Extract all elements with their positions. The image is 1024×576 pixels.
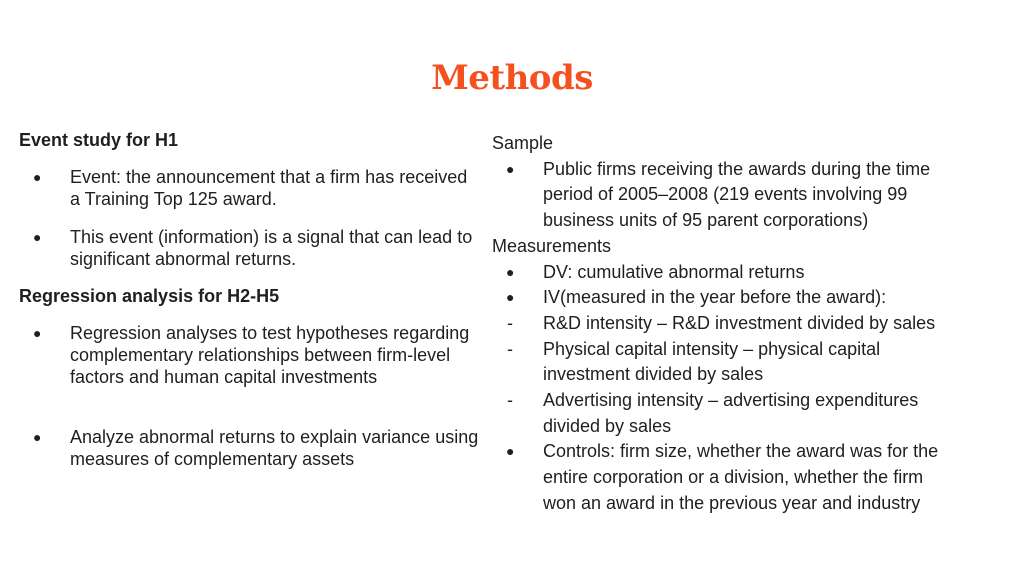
bullet-icon: ● [506, 160, 515, 177]
list-item: ● Analyze abnormal returns to explain variance using measures of complementary assets [33, 427, 479, 469]
page-title: Methods [431, 58, 593, 98]
measurements-label: Measurements [492, 235, 612, 256]
bullet-icon: ● [33, 429, 42, 445]
list-item: ● Event: the announcement that a firm has received a Training Top 125 award. [33, 167, 468, 209]
list-item: ● Regression analyses to test hypotheses regarding complementary relationships between firm-level factors and human capital investments [33, 323, 470, 387]
right-column [492, 131, 1017, 517]
dash-icon: - [507, 312, 513, 333]
rd-item: - R&D intensity – R&D investment divided by sales [492, 311, 1017, 337]
advertising-item-line: divided by sales [543, 415, 672, 436]
left-column [19, 128, 479, 470]
physical-item: - Physical capital intensity – physical capital [492, 337, 1017, 363]
dash-icon: - [507, 390, 513, 411]
event-study-list [19, 166, 479, 270]
bullet-icon: ● [506, 443, 515, 460]
regression-list [19, 322, 479, 470]
sample-label: Sample [492, 133, 554, 153]
advertising-item: - Advertising intensity – advertising expenditures [492, 388, 1017, 414]
bullet-icon: ● [33, 325, 42, 341]
controls-bullet-line: won an award in the previous year and industry [543, 492, 921, 513]
sample-bullet-line: period of 2005–2008 (219 events involving 99 [543, 184, 908, 205]
dash-icon: - [507, 338, 513, 359]
bullet-icon: ● [506, 263, 515, 280]
bullet-icon: ● [33, 169, 42, 185]
controls-bullet-line: entire corporation or a division, whether the firm [543, 467, 924, 488]
regression-heading: Regression analysis for H2-H5 [19, 286, 280, 306]
list-item: ● This event (information) is a signal that can lead to significant abnormal returns. [33, 227, 473, 269]
iv-bullet: ● IV(measured in the year before the award): [492, 285, 1017, 311]
sample-bullet: ● Public firms receiving the awards during the time [492, 157, 1017, 183]
physical-item-line: investment divided by sales [543, 364, 764, 385]
controls-bullet: ● Controls: firm size, whether the award was for the [492, 439, 1017, 465]
bullet-icon: ● [33, 229, 42, 245]
dv-bullet: ● DV: cumulative abnormal returns [492, 260, 1017, 286]
event-study-heading: Event study for H1 [19, 130, 179, 150]
bullet-icon: ● [506, 289, 515, 306]
sample-bullet-line: business units of 95 parent corporations) [543, 210, 869, 231]
